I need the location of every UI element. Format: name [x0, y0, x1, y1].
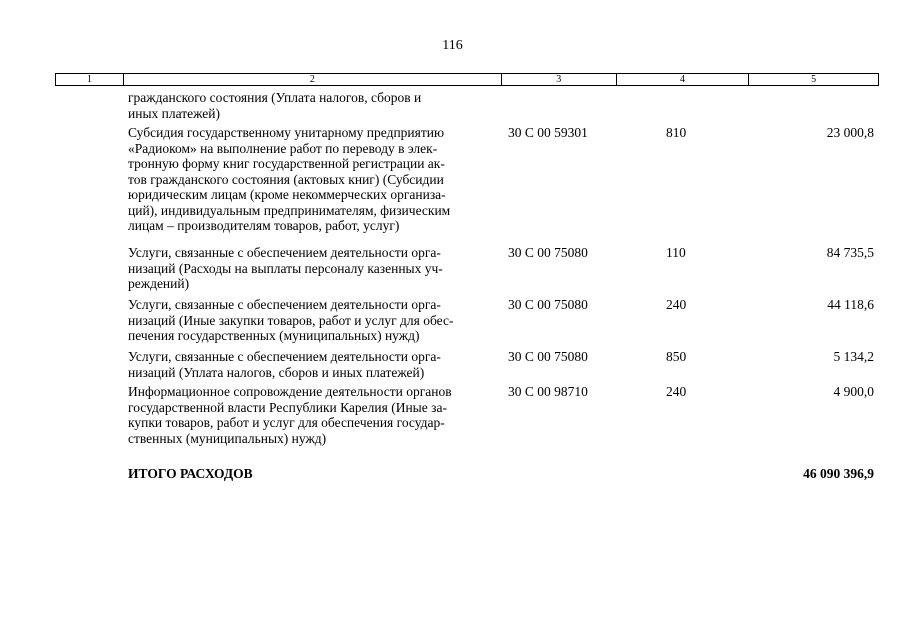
column-header-3: 3 [502, 74, 617, 85]
column-header-4: 4 [617, 74, 750, 85]
table-header-row [55, 73, 879, 86]
column-header-5: 5 [811, 74, 817, 85]
row-description: Субсидия государственному унитарному предприятию «Радиоком» на выполнение работ по переводу в элек- тронную форму книг государственной регистрации ак- тов гражданского состояния (актовых книг) (Субсидии юридическим лицам (кроме некоммерческих организа- ций), индивидуальным предпринимателям, физическим лицам – производителям товаров, работ, услуг) [128, 125, 451, 233]
row-expense-type: 110 [666, 245, 686, 260]
row-code: 30 С 00 59301 [508, 125, 588, 140]
row-description: Услуги, связанные с обеспечением деятельности орга- низаций (Иные закупки товаров, работ и услуг для обес- печения государственных (муниципальных) нужд) [128, 297, 454, 343]
row-code: 30 С 00 75080 [508, 349, 588, 364]
row-expense-type: 240 [666, 297, 687, 312]
row-amount: 23 000,8 [826, 125, 874, 140]
row-code: 30 С 00 75080 [508, 297, 588, 312]
row-expense-type: 810 [666, 125, 687, 140]
row-description: Услуги, связанные с обеспечением деятельности орга- низаций (Уплата налогов, сборов и иных платежей) [128, 349, 441, 380]
total-label: ИТОГО РАСХОДОВ [128, 466, 253, 481]
row-amount: 4 900,0 [833, 384, 874, 399]
row-expense-type: 850 [666, 349, 687, 364]
row-expense-type: 240 [666, 384, 687, 399]
row-amount: 5 134,2 [833, 349, 874, 364]
column-header-1: 1 [56, 74, 124, 85]
row-description: Услуги, связанные с обеспечением деятельности орга- низаций (Расходы на выплаты персоналу казенных уч- реждений) [128, 245, 443, 291]
total-amount: 46 090 396,9 [803, 466, 874, 481]
row-code: 30 С 00 75080 [508, 245, 588, 260]
row-code: 30 С 00 98710 [508, 384, 588, 399]
row-amount: 84 735,5 [826, 245, 874, 260]
column-header-2: 2 [124, 74, 502, 85]
page-number: 116 [442, 38, 463, 53]
row-description: Информационное сопровождение деятельности органов государственной власти Республики Карелия (Иные за- купки товаров, работ и услуг для обеспечения государ- ственных (муниципальных) нужд) [128, 384, 452, 446]
row-description: гражданского состояния (Уплата налогов, сборов и иных платежей) [128, 90, 422, 121]
row-amount: 44 118,6 [827, 297, 874, 312]
